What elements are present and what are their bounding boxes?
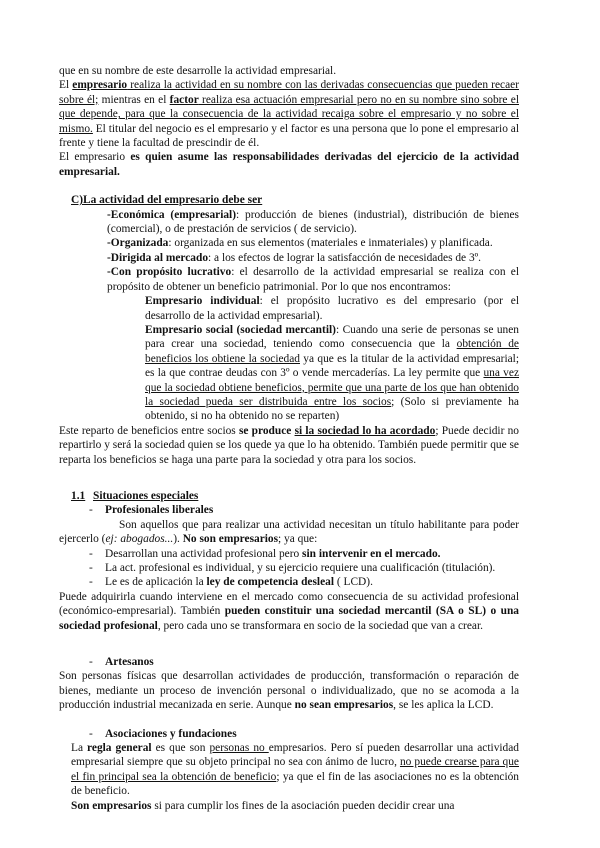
heading-artesanos: - Artesanos <box>59 655 519 669</box>
paragraph-asociaciones: La regla general es que son personas no empresarios. Pero sí pueden desarrollar una actividad empresarial siempre que su objeto principal no sea con ánimo de lucro, no puede crearse para que el fin principal sea la obtención de beneficio; ya que el fin de las asociaciones no es la obtención de beneficio. <box>71 742 519 798</box>
item-economica: -Económica (empresarial): producción de bienes (industrial), distribución de bienes (comercial), o de prestación de servicios ( de servicio). <box>107 208 519 236</box>
item-dirigida: -Dirigida al mercado: a los efectos de lograr la satisfacción de necesidades de 3º. <box>107 251 482 264</box>
paragraph-adquirirla: Puede adquirirla cuando interviene en el mercado como consecuencia de su actividad profesional (económico-empresarial). También pueden constituir una sociedad mercantil (SA o SL) o una sociedad profesional, pero cada uno se transformara en socio de la sociedad que van a crear. <box>59 590 519 632</box>
intro-line: que en su nombre de este desarrolle la actividad empresarial. <box>59 65 337 77</box>
empresario-individual: Empresario individual: el propósito lucrativo es del empresario (por el desarrollo de la actividad empresarial). <box>145 295 520 322</box>
paragraph-reparto: Este reparto de beneficios entre socios se produce si la sociedad lo ha acordado; Puede decidir no repartirlo y será la sociedad quien se los quede ya que lo ha obtenido. También puede permitir que se reparta los beneficios se haga una parte para la sociedad y otra para los socios. <box>59 424 519 466</box>
paragraph-responsabilidades: El empresario es quien asume las responsabilidades derivadas del ejercicio de la actividad empresarial. <box>59 151 520 178</box>
paragraph-empresario-factor: El empresario realiza la actividad en su nombre con las derivadas consecuencias que pueden recaer sobre él; mientras en el factor realiza esa actuación empresarial pero no en su nombre sino sobre el que depende, para que la consecuencia de la actividad recaiga sobre el empresario y no sobre el mismo. El titular del negocio es el empresario y el factor es una persona que lo pone el empresario al frente y tiene la facultad de prescindir de él. <box>59 79 519 150</box>
section-1-1-heading: 1.1 Situaciones especiales <box>71 489 199 502</box>
bullet-cualificacion: - La act. profesional es individual, y su ejercicio requiere una cualificación (titulación). <box>59 561 519 575</box>
item-organizada: -Organizada: organizada en sus elementos (materiales e inmateriales) y planificada. <box>107 237 493 250</box>
paragraph-son-empresarios: Son empresarios si para cumplir los fines de la asociación pueden decidir crear una <box>71 799 455 812</box>
heading-asociaciones: - Asociaciones y fundaciones <box>59 727 519 741</box>
heading-profesionales: - Profesionales liberales <box>59 503 519 517</box>
term-factor: factor <box>169 93 199 106</box>
term-empresario: empresario <box>72 79 128 92</box>
item-lucrativo: -Con propósito lucrativo: el desarrollo de la actividad empresarial se realiza con el propósito de obtener un beneficio patrimonial. Por lo que nos encontramos: <box>107 266 519 293</box>
bullet-mercado: - Desarrollan una actividad profesional pero sin intervenir en el mercado. <box>59 547 519 561</box>
paragraph-profesionales: Son aquellos que para realizar una actividad necesitan un título habilitante para poder ejercerlo (ej: abogados...). No son empresarios; ya que: <box>59 518 519 546</box>
paragraph-artesanos: Son personas físicas que desarrollan actividades de producción, transformación o reparación de bienes, mediante un proceso de invención personal o individualizado, que no se acomoda a la producción industrial mecanizada en serie. Aunque no sean empresarios, se les aplica la LCD. <box>59 670 519 712</box>
bullet-lcd: - Le es de aplicación la ley de competencia desleal ( LCD). <box>59 575 519 589</box>
empresario-social: Empresario social (sociedad mercantil): Cuando una serie de personas se unen para crear una sociedad, teniendo como consecuencia que la obtención de beneficios los obtiene la sociedad ya que es la titular de la actividad empresarial; es la que contrae deudas con 3º o vende mercaderías. La ley permite que una vez que la sociedad obtiene beneficios, permite que una parte de los que han obtenido la sociedad pueda ser distribuida entre los socios; (Solo si previamente ha obtenido, si no ha obtenido no se reparten) <box>145 323 519 423</box>
section-c-heading: C)La actividad del empresario debe ser <box>71 194 263 207</box>
document-page <box>59 64 519 813</box>
